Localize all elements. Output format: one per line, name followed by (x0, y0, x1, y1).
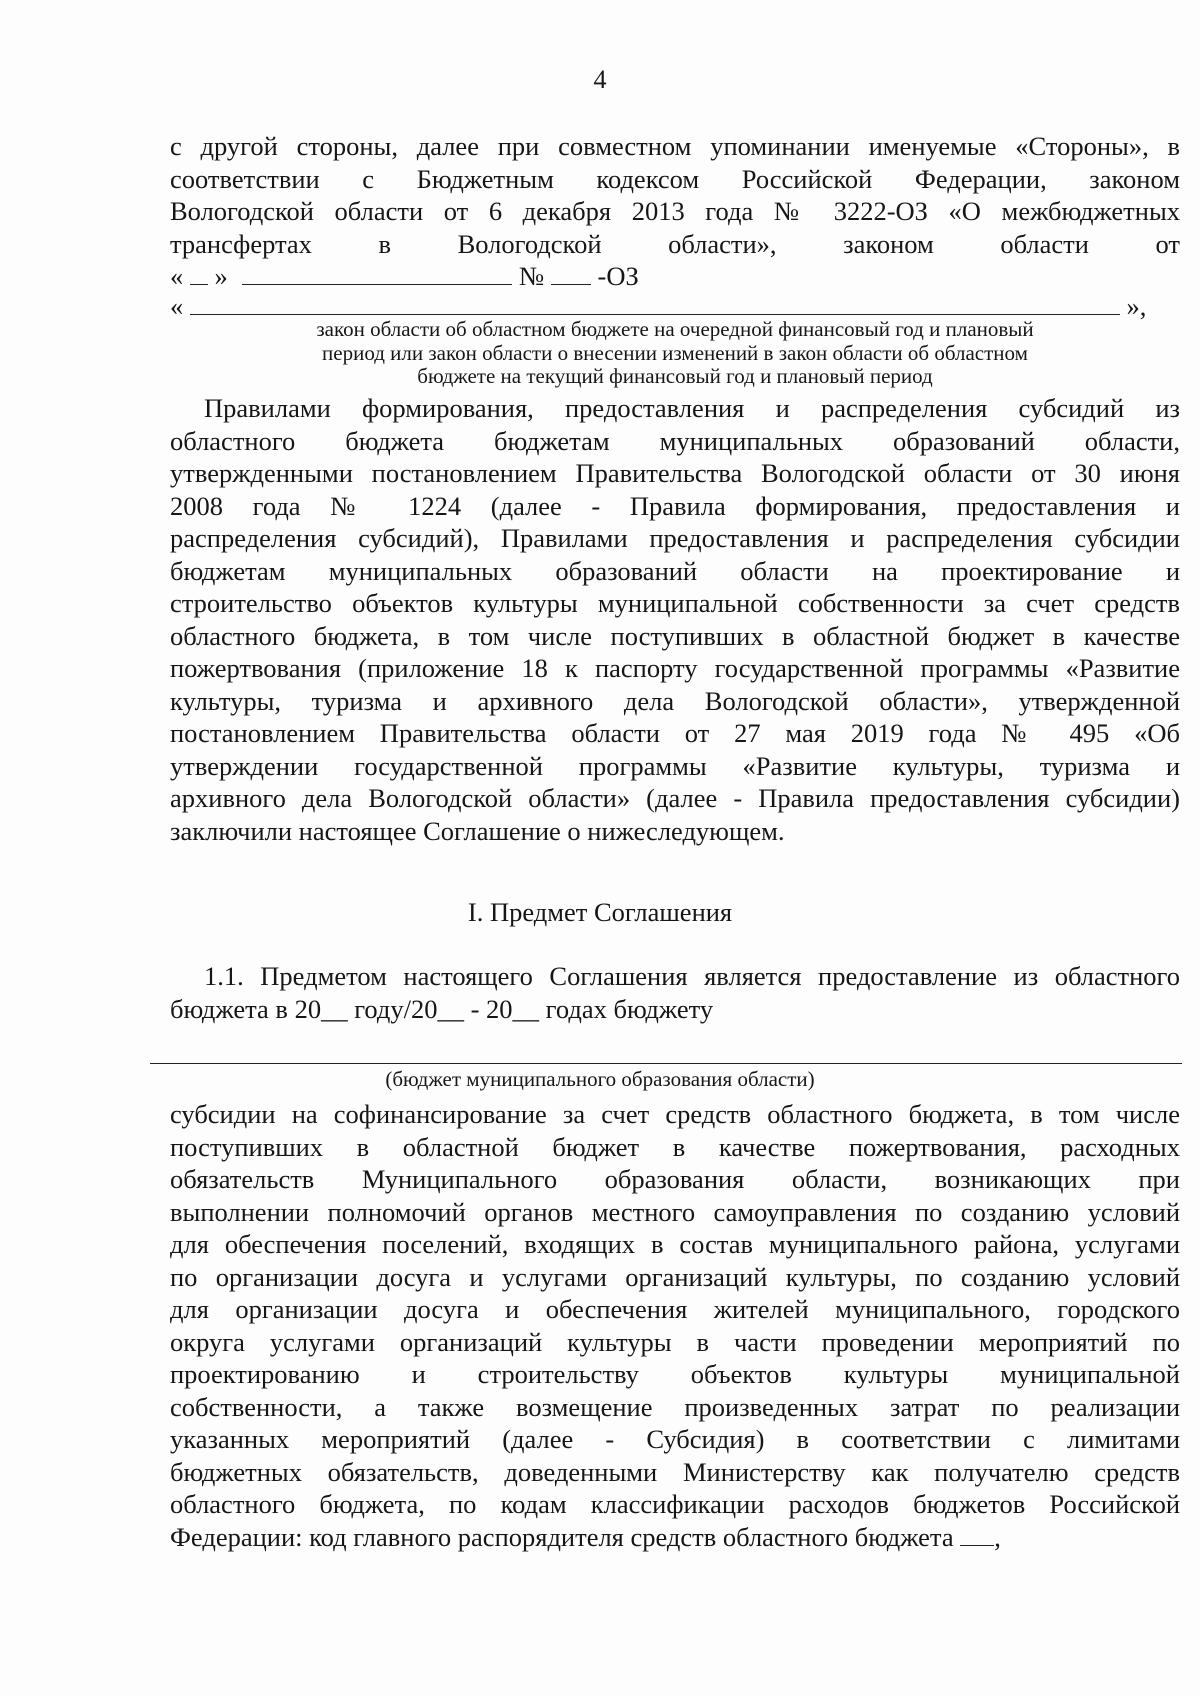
caption-line: период или закон области о внесении изменений в закон области об областном (322, 340, 1028, 365)
paragraph-line: утверждении государственной программы «Развитие культуры, туризма и (170, 750, 1180, 781)
law-number-blank (551, 260, 591, 285)
page-number: 4 (593, 65, 607, 94)
intro-line: с другой стороны, далее при совместном упоминании именуемые «Стороны», в (170, 131, 1180, 161)
paragraph-line: поступивших в областной бюджет в качестве пожертвования, расходных (170, 1131, 1180, 1162)
paragraph-line: областного бюджета бюджетам муниципальных образований области, (170, 425, 1180, 456)
open-quote: « (170, 261, 184, 291)
law-caption (170, 318, 1180, 389)
day-blank (190, 260, 208, 285)
paragraph-line (170, 1521, 1180, 1554)
budget-caption: (бюджет муниципального образования области) (385, 1067, 815, 1091)
last-line-text: Федерации: код главного распорядителя средств областного бюджета (170, 1521, 954, 1552)
paragraph-line: Правилами формирования, предоставления и распределения субсидий из (204, 393, 1180, 423)
paragraph-line: проектированию и строительству объектов культуры муниципальной (170, 1359, 1180, 1389)
clause-line: 1.1. Предметом настоящего Соглашения является предоставление из областного (204, 961, 1180, 991)
paragraph-line: для обеспечения поселений, входящих в состав муниципального района, услугами (170, 1229, 1180, 1259)
paragraph-line: 2008 года № 1224 (далее - Правила формирования, предоставления и (170, 490, 1180, 521)
paragraph-line: бюджетам муниципальных образований области на проектирование и (170, 555, 1180, 586)
paragraph-line: распределения субсидий), Правилами предоставления и распределения субсидии (170, 523, 1180, 553)
intro-line: трансфертах в Вологодской области», законом области от (170, 228, 1180, 259)
section-heading: I. Предмет Соглашения (467, 897, 733, 927)
law-suffix: -ОЗ (597, 261, 639, 291)
clause-1-1 (170, 960, 1180, 1025)
paragraph-line: субсидии на софинансирование за счет средств областного бюджета, в том числе (170, 1099, 1180, 1129)
title-open-quote: « (170, 291, 184, 321)
clause-line: бюджета в 20__ году/20__ - 20__ годах бюджету (170, 993, 714, 1024)
caption-line: закон области об областном бюджете на очередной финансовый год и плановый (316, 317, 1034, 341)
intro-paragraph (170, 130, 1180, 260)
budget-fill-line (150, 1063, 1182, 1064)
paragraph-line: для организации досуга и обеспечения жителей муниципального, городского (170, 1294, 1180, 1324)
close-quote: » (214, 261, 228, 291)
title-close-quote: », (1126, 291, 1147, 321)
paragraph-line: округа услугами организаций культуры в части проведении мероприятий по (170, 1326, 1180, 1357)
law-number-fill-line (170, 260, 1180, 293)
paragraph-line: собственности, а также возмещение произведенных затрат по реализации (170, 1391, 1180, 1422)
code-blank (960, 1523, 994, 1546)
paragraph-line: архивного дела Вологодской области» (далее - Правила предоставления субсидии) (170, 783, 1180, 813)
paragraph-line: заключили настоящее Соглашение о нижеследующем. (170, 815, 785, 846)
paragraph-line: обязательств Муниципального образования области, возникающих при (170, 1164, 1180, 1194)
paragraph-line: областного бюджета, по кодам классификации расходов бюджетов Российской (170, 1489, 1180, 1519)
paragraph-line: постановлением Правительства области от 27 мая 2019 года № 495 «Об (170, 718, 1180, 748)
paragraph-line: по организации досуга и услугами организаций культуры, по созданию условий (170, 1261, 1180, 1292)
subsidy-paragraph (170, 1098, 1180, 1553)
paragraph-line: выполнении полномочий органов местного самоуправления по созданию условий (170, 1196, 1180, 1227)
number-sign: № (519, 261, 545, 291)
paragraph-line: культуры, туризма и архивного дела Вологодской области», утвержденной (170, 685, 1180, 716)
paragraph-line: утвержденными постановлением Правительства Вологодской области от 30 июня (170, 458, 1180, 488)
rules-paragraph (170, 392, 1180, 847)
intro-line: соответствии с Бюджетным кодексом Российской Федерации, законом (170, 163, 1180, 194)
last-line-trailing: , (994, 1521, 1001, 1552)
paragraph-line: строительство объектов культуры муниципальной собственности за счет средств (170, 588, 1180, 618)
law-title-blank (190, 290, 1120, 315)
paragraph-line: указанных мероприятий (далее - Субсидия) в соответствии с лимитами (170, 1424, 1180, 1454)
date-blank (242, 260, 512, 285)
paragraph-line: областного бюджета, в том числе поступивших в областной бюджет в качестве (170, 620, 1180, 651)
paragraph-line: пожертвования (приложение 18 к паспорту государственной программы «Развитие (170, 653, 1180, 683)
intro-line: Вологодской области от 6 декабря 2013 года № 3222-ОЗ «О межбюджетных (170, 196, 1180, 226)
caption-line: бюджете на текущий финансовый год и плановый период (417, 364, 933, 388)
paragraph-line: бюджетных обязательств, доведенными Министерству как получателю средств (170, 1456, 1180, 1487)
